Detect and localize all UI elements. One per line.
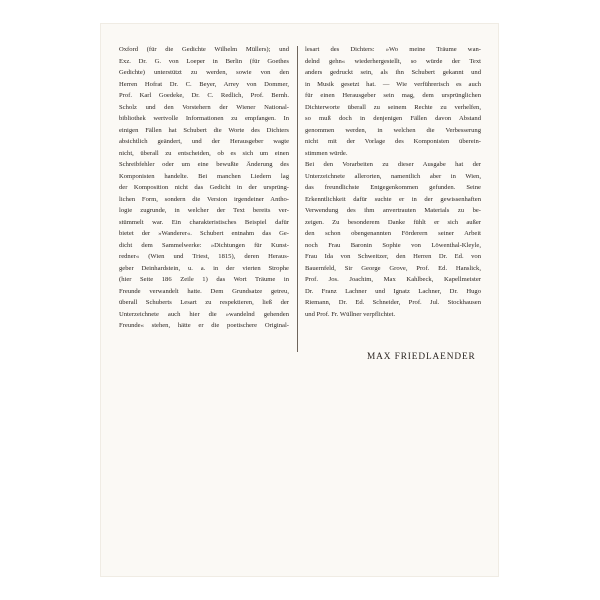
- text-line: dicht dem Sammelwerke: »Dichtungen für Kunst-: [119, 241, 289, 249]
- text-line: Prof. Jos. Joachim, Max Kahlbeck, Kapellmeister: [305, 276, 481, 283]
- text-line: und Prof. Fr. Wüllner verpflichtet.: [305, 310, 396, 318]
- text-line: absichtlich geändert, und der Herausgeber wagte: [119, 138, 289, 145]
- text-line: Scholz und den Vorstehern der Wiener National-: [119, 103, 289, 111]
- text-line: nicht, überall zu entscheiden, ob es sich um einen: [119, 149, 289, 157]
- column-divider: [297, 46, 298, 352]
- text-line: Exz. Dr. G. von Loeper in Berlin (für Goethes: [119, 57, 289, 65]
- text-line: lichen Form, sondern die Version irgendeiner Antho-: [119, 195, 289, 203]
- text-line: logie zugrunde, in welcher der Text bereits ver-: [119, 207, 289, 214]
- text-line: das freundlichste Entgegenkommen gefunden. Seine: [305, 184, 481, 191]
- text-line: Schreibfehler oder um eine bewußte Änderung des: [119, 161, 289, 168]
- text-line: Erkenntlichkeit dafür suchte er in der gewissenhaften: [305, 195, 481, 203]
- text-line: nicht mit der Vorlage des Komponisten überein-: [305, 138, 481, 145]
- text-line: genommen werden, in welchen die Verbesserung: [305, 126, 481, 134]
- text-line: in Musik gesetzt hat. — Wie verführerisch es auch: [305, 80, 481, 88]
- text-line: Unterzeichnete auch hier die »wandelnd gehenden: [119, 310, 289, 318]
- text-line: Frau Ida von Schweitzer, den Herren Dr. Ed. von: [305, 253, 481, 260]
- text-line: Bauernfeld, Sir George Grove, Prof. Ed. Hanslick,: [305, 264, 481, 272]
- text-line: (hier Seite 186 Zeile 1) das Wort Träume in: [119, 276, 289, 283]
- text-line: bietet der »Wanderer«. Schubert entnahm das Ge-: [119, 230, 289, 237]
- text-line: delnd gehn« wiederhergestellt, so würde der Text: [305, 57, 481, 65]
- text-line: Herren Hofrat Dr. C. Beyer, Arrey von Dommer,: [119, 80, 289, 88]
- text-line: stimmen würde.: [305, 149, 348, 157]
- text-line: Dichterworte überall zu seinem Rechte zu verhelfen,: [305, 103, 481, 111]
- text-line: Dr. Franz Lachner und Ignatz Lachner, Dr. Hugo: [305, 287, 481, 295]
- text-line: Oxford (für die Gedichte Wilhelm Müllers); und: [119, 46, 289, 53]
- text-line: der Komposition nicht das Gedicht in der ursprüng-: [119, 184, 289, 191]
- text-line: einigen Fällen hat Schubert die Worte des Dichters: [119, 126, 289, 134]
- text-line: für einen Herausgeber sein mag, dem ursprünglichen: [305, 92, 481, 99]
- left-text-column: [119, 44, 289, 332]
- text-line: Prof. Karl Goedeke, Dr. C. Redlich, Prof. Bernh.: [119, 92, 289, 99]
- text-line: geber Deinhardstein, u. a. in der vierten Strophe: [119, 264, 289, 272]
- text-line: so muß doch in denjenigen Fällen davon Abstand: [305, 115, 481, 122]
- text-line: anders gedruckt sein, als ihn Schubert gekannt und: [305, 69, 481, 76]
- text-line: Gedichte) unterstützt zu werden, sowie von den: [119, 69, 289, 76]
- text-line: lesart des Dichters: »Wo meine Träume wan-: [305, 46, 481, 53]
- text-line: redner« (Wien und Triest, 1815), deren Heraus-: [119, 253, 289, 260]
- text-line: Unterzeichnete allerorten, namentlich aber in Wien,: [305, 172, 481, 180]
- document-page: [101, 24, 498, 576]
- text-line: Freunde« stehen, hätte er die poetischere Original-: [119, 322, 289, 329]
- text-line: zeigen. Zu besonderem Danke fühlt er sich außer: [305, 218, 481, 226]
- text-line: Riemann, Dr. Ed. Schneider, Prof. Jul. Stockhausen: [305, 299, 481, 306]
- text-line: noch Frau Baronin Sophie von Löwenthal-Kleyle,: [305, 241, 481, 249]
- text-line: Verwendung des ihm anvertrauten Materials zu be-: [305, 207, 481, 214]
- text-line: stümmelt war. Ein charakteristisches Beispiel dafür: [119, 218, 289, 226]
- text-line: den schon obengenannten Förderern seiner Arbeit: [305, 230, 481, 237]
- text-line: bibliothek wertvolle Informationen zu empfangen. In: [119, 115, 289, 122]
- text-line: Bei den Vorarbeiten zu dieser Ausgabe hat der: [305, 161, 481, 168]
- text-line: Komponisten handelte. Bei manchen Liedern lag: [119, 172, 289, 180]
- text-line: Freunde verwandelt hatte. Dem Grundsatze getreu,: [119, 287, 289, 295]
- text-line: überall Schuberts Lesart zu respektieren, ließ der: [119, 299, 289, 306]
- right-text-column: [305, 44, 481, 320]
- signature: MAX FRIEDLAENDER: [367, 352, 476, 362]
